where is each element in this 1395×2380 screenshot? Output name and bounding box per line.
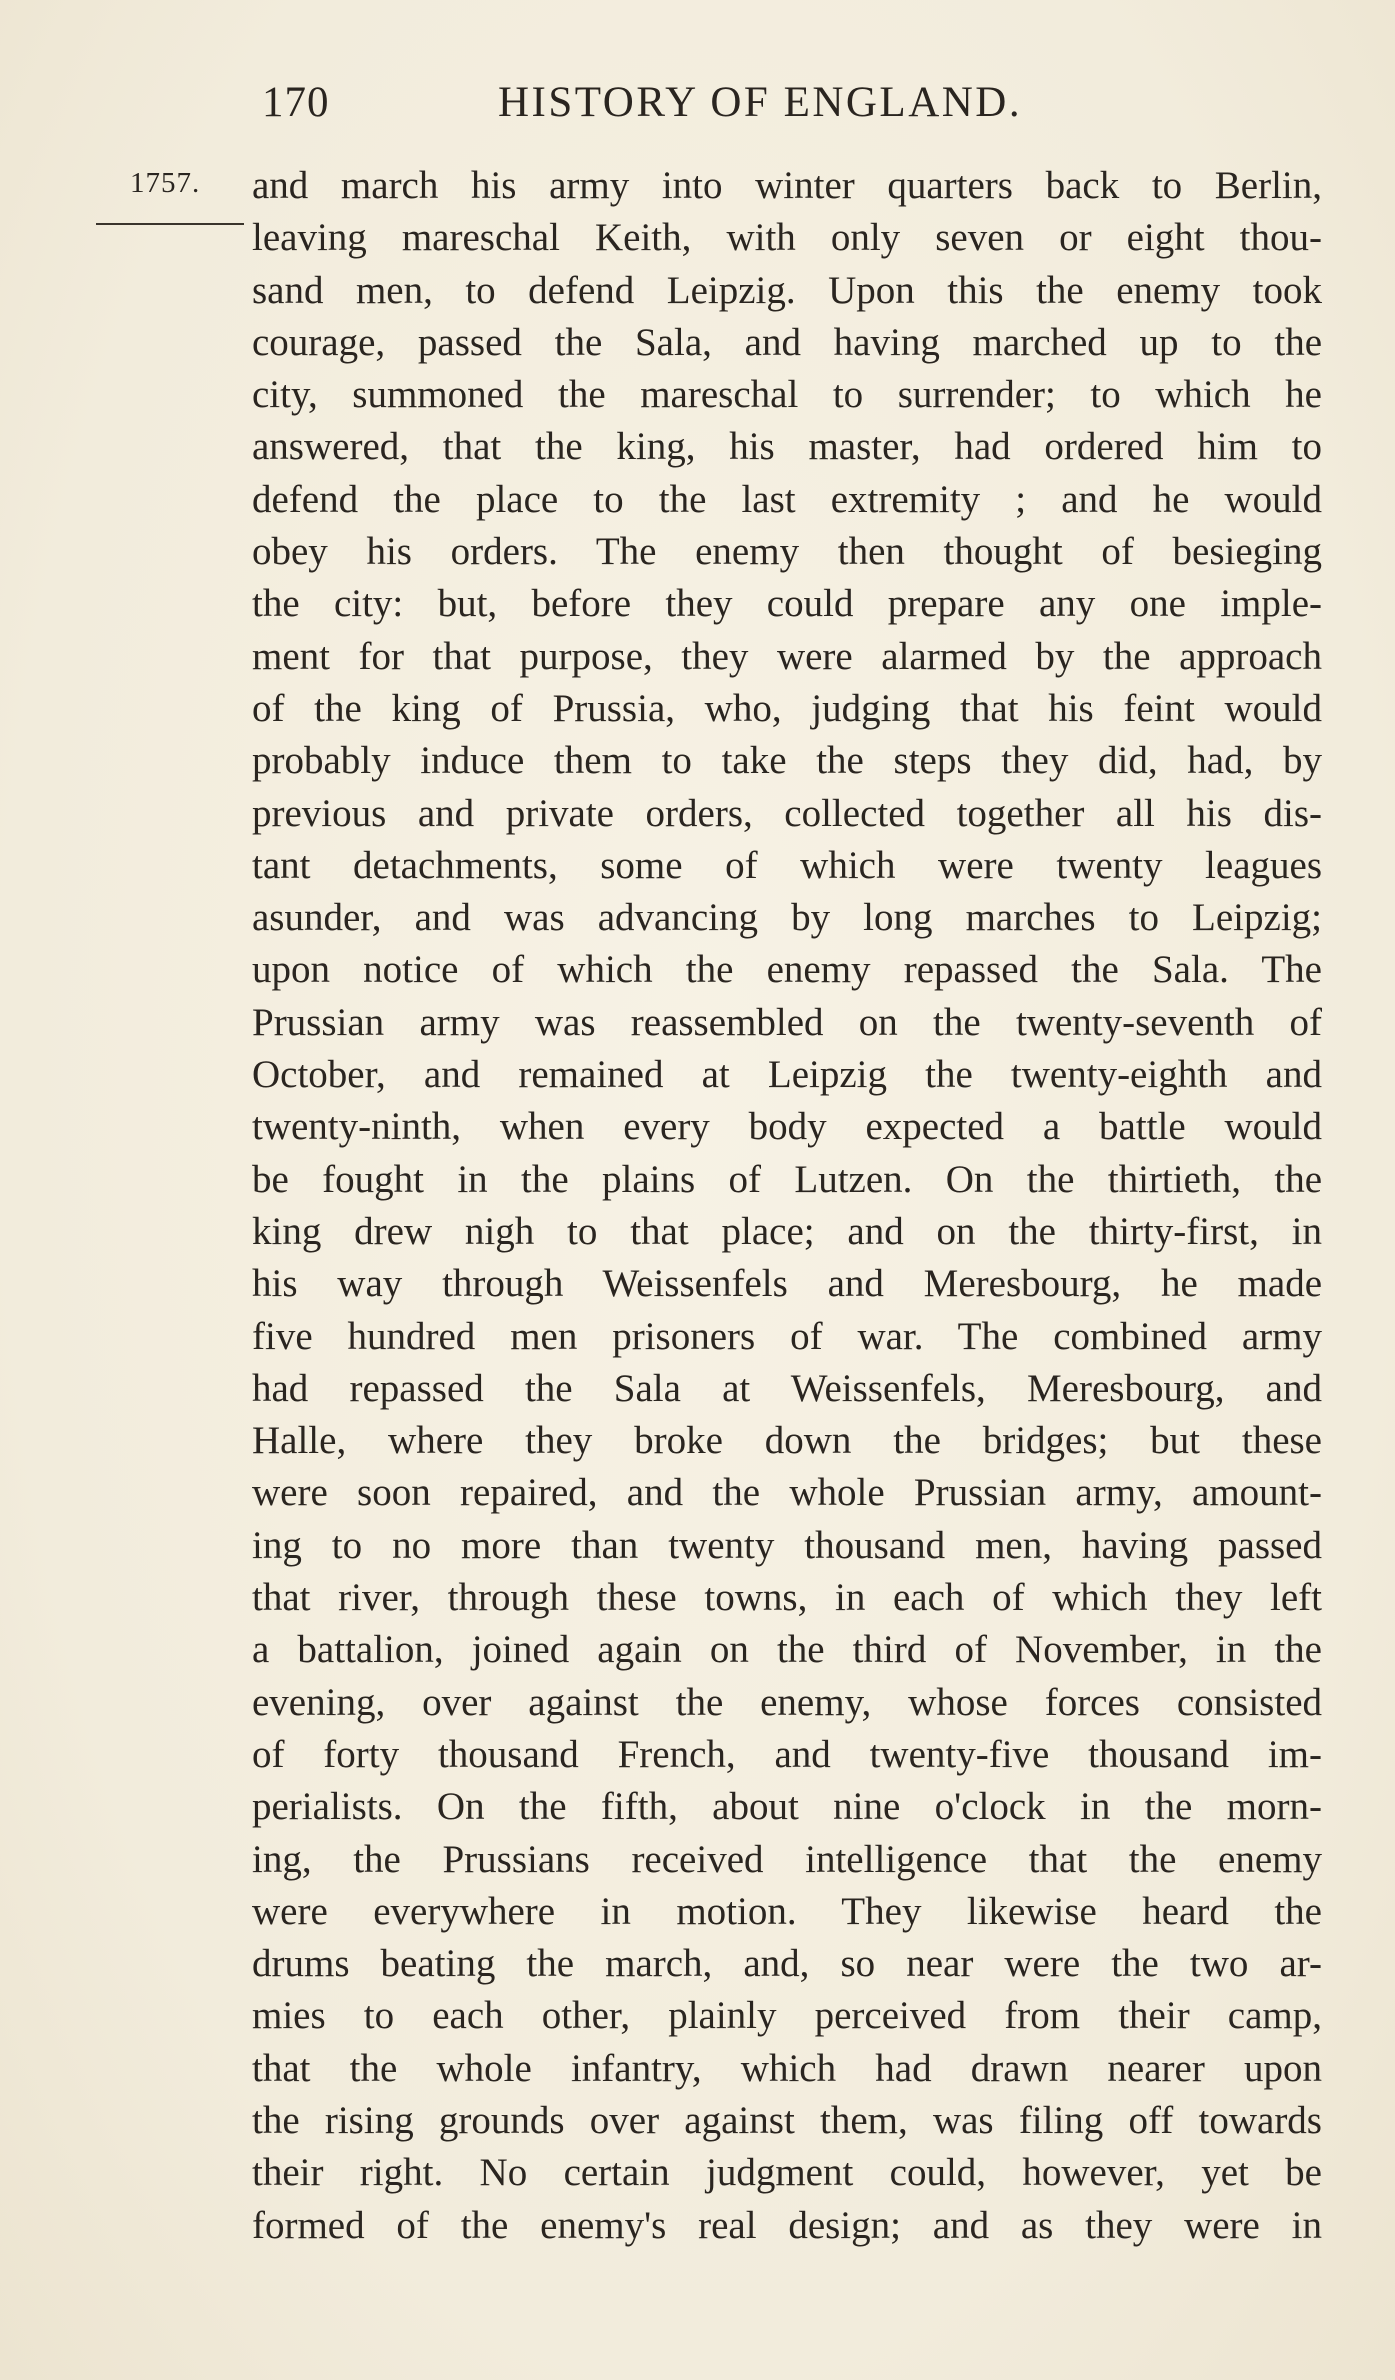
text-line: their right. No certain judgment could, however, yet be: [252, 2151, 1322, 2195]
text-line: drums beating the march, and, so near were the two ar-: [252, 1942, 1322, 1986]
text-line: Prussian army was reassembled on the twenty-seventh of: [252, 1000, 1322, 1044]
text-line: mies to each other, plainly perceived from their camp,: [252, 1994, 1322, 2038]
text-line: upon notice of which the enemy repassed the Sala. The: [252, 948, 1322, 992]
text-line: a battalion, joined again on the third of November, in the: [252, 1628, 1322, 1672]
text-line: the city: but, before they could prepare any one imple-: [252, 582, 1322, 626]
text-line: courage, passed the Sala, and having marched up to the: [252, 320, 1322, 364]
text-line: be fought in the plains of Lutzen. On the thirtieth, the: [252, 1157, 1322, 1201]
text-line: answered, that the king, his master, had ordered him to: [252, 425, 1322, 469]
text-line: of forty thousand French, and twenty-five thousand im-: [252, 1732, 1322, 1776]
running-title: HISTORY OF ENGLAND.: [498, 79, 1023, 126]
text-line: previous and private orders, collected together all his dis-: [252, 791, 1322, 835]
text-line: his way through Weissenfels and Meresbourg, he made: [252, 1262, 1322, 1306]
text-line: twenty-ninth, when every body expected a battle would: [252, 1105, 1322, 1149]
text-line: evening, over against the enemy, whose forces consisted: [252, 1680, 1322, 1724]
text-line: formed of the enemy's real design; and as they were in: [252, 2203, 1322, 2247]
text-line: that river, through these towns, in each of which they left: [252, 1576, 1322, 1620]
text-line: defend the place to the last extremity ; and he would: [252, 477, 1322, 521]
text-line: ing, the Prussians received intelligence that the enemy: [252, 1837, 1322, 1881]
margin-rule: [96, 223, 244, 225]
margin-year-note: 1757.: [130, 167, 201, 199]
text-line: were everywhere in motion. They likewise heard the: [252, 1889, 1322, 1933]
page-header: [258, 78, 1098, 138]
text-line: king drew nigh to that place; and on the thirty-first, in: [252, 1209, 1322, 1253]
text-line: obey his orders. The enemy then thought of besieging: [252, 530, 1322, 574]
text-line: ing to no more than twenty thousand men, having passed: [252, 1523, 1322, 1567]
text-line: October, and remained at Leipzig the twenty-eighth and: [252, 1053, 1322, 1097]
text-line: leaving mareschal Keith, with only seven or eight thou-: [252, 216, 1322, 260]
text-line: of the king of Prussia, who, judging that his feint would: [252, 686, 1322, 730]
text-line: ment for that purpose, they were alarmed by the approach: [252, 634, 1322, 678]
text-line: tant detachments, some of which were twenty leagues: [252, 843, 1322, 887]
text-line: Halle, where they broke down the bridges; but these: [252, 1419, 1322, 1463]
text-line: that the whole infantry, which had drawn nearer upon: [252, 2046, 1322, 2090]
text-line: probably induce them to take the steps they did, had, by: [252, 739, 1322, 783]
body-text: [252, 160, 1322, 2252]
text-line: sand men, to defend Leipzig. Upon this the enemy took: [252, 268, 1322, 312]
text-line: five hundred men prisoners of war. The combined army: [252, 1314, 1322, 1358]
text-line: city, summoned the mareschal to surrender; to which he: [252, 373, 1322, 417]
text-line: the rising grounds over against them, was filing off towards: [252, 2098, 1322, 2142]
text-line: asunder, and was advancing by long marches to Leipzig;: [252, 896, 1322, 940]
text-line: were soon repaired, and the whole Prussian army, amount-: [252, 1471, 1322, 1515]
page-number: 170: [262, 79, 330, 126]
text-line: and march his army into winter quarters back to Berlin,: [252, 164, 1322, 207]
text-line: had repassed the Sala at Weissenfels, Meresbourg, and: [252, 1366, 1322, 1410]
text-line: perialists. On the fifth, about nine o'clock in the morn-: [252, 1785, 1322, 1829]
